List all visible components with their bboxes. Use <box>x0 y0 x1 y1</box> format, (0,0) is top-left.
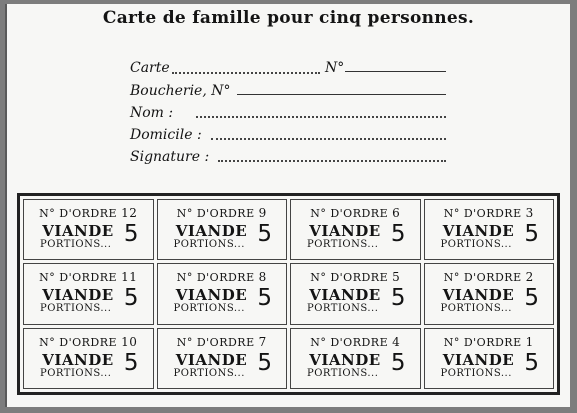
ordre-label: N° D'ORDRE <box>443 335 522 349</box>
meat-coupon[interactable] <box>424 199 555 260</box>
ordre-label: N° D'ORDRE <box>176 271 255 285</box>
card-title: Carte de famille pour cinq personnes. <box>102 8 475 28</box>
ordre-line <box>158 206 287 220</box>
portions-label: PORTIONS... <box>40 303 112 315</box>
ordre-label: N° D'ORDRE <box>310 335 389 349</box>
ordre-number: 6 <box>392 206 401 220</box>
portions-count: 5 <box>390 285 406 312</box>
ordre-line <box>24 270 153 284</box>
portions-label: PORTIONS... <box>40 239 112 250</box>
meat-coupon[interactable] <box>23 199 154 260</box>
ordre-label: N° D'ORDRE <box>39 271 118 285</box>
portions-count: 5 <box>524 349 539 376</box>
ordre-line <box>425 206 554 220</box>
nom-line[interactable] <box>196 116 446 118</box>
ordre-line <box>158 335 287 349</box>
domicile-label: Domicile : <box>130 127 202 143</box>
portions-label: PORTIONS... <box>440 239 512 250</box>
meat-coupon[interactable] <box>290 263 421 324</box>
coupon-item: VIANDE <box>442 350 515 369</box>
ordre-number: 8 <box>258 270 267 285</box>
portions-label: PORTIONS... <box>40 367 112 379</box>
ordre-label: N° D'ORDRE <box>39 207 118 220</box>
ordre-line <box>291 270 420 284</box>
ordre-label: N° D'ORDRE <box>310 271 389 285</box>
ordre-line <box>24 335 153 349</box>
ordre-number: 3 <box>525 206 534 220</box>
coupon-item: VIANDE <box>175 286 248 305</box>
carte-label: Carte <box>130 60 170 76</box>
meat-coupon[interactable] <box>157 199 288 260</box>
meat-coupon[interactable] <box>424 263 555 324</box>
portions-label: PORTIONS... <box>307 239 379 250</box>
ordre-line <box>24 206 153 220</box>
domicile-line[interactable] <box>211 138 446 140</box>
ordre-number: 11 <box>121 270 138 285</box>
portions-count: 5 <box>524 221 539 247</box>
ordre-number: 4 <box>392 334 401 349</box>
meat-coupon[interactable] <box>157 263 288 324</box>
coupon-item: VIANDE <box>442 222 515 240</box>
ordre-label: N° D'ORDRE <box>176 207 255 220</box>
ordre-line <box>291 206 420 220</box>
portions-count: 5 <box>257 285 272 312</box>
ordre-label: N° D'ORDRE <box>443 271 522 285</box>
portions-label: PORTIONS... <box>307 367 379 379</box>
coupon-item: VIANDE <box>42 222 114 240</box>
coupon-item: VIANDE <box>442 286 515 305</box>
meat-coupon[interactable] <box>23 328 154 389</box>
portions-label: PORTIONS... <box>307 303 379 315</box>
ordre-line <box>425 335 554 349</box>
portions-count: 5 <box>123 349 139 376</box>
ordre-number: 2 <box>525 270 534 285</box>
ordre-number: 10 <box>121 334 138 349</box>
coupon-item: VIANDE <box>175 350 248 369</box>
coupon-item: VIANDE <box>42 286 114 305</box>
ordre-line <box>291 335 420 349</box>
portions-label: PORTIONS... <box>173 367 245 379</box>
ordre-label: N° D'ORDRE <box>176 335 255 349</box>
meat-coupon[interactable] <box>23 263 154 324</box>
meat-coupon[interactable] <box>424 328 555 389</box>
portions-label: PORTIONS... <box>440 303 512 315</box>
signature-label: Signature : <box>130 149 210 165</box>
portions-count: 5 <box>390 221 406 247</box>
signature-line[interactable] <box>218 160 446 162</box>
ordre-label: N° D'ORDRE <box>39 335 118 349</box>
ordre-number: 12 <box>121 206 138 220</box>
boucherie-label: Boucherie, N° <box>130 83 231 99</box>
ordre-number: 5 <box>392 270 401 285</box>
ordre-number: 7 <box>258 334 267 349</box>
no-line[interactable] <box>345 71 446 72</box>
portions-label: PORTIONS... <box>440 367 512 379</box>
portions-count: 5 <box>123 285 139 312</box>
nom-label: Nom : <box>130 105 174 121</box>
portions-count: 5 <box>257 349 272 376</box>
meat-coupon[interactable] <box>157 328 288 389</box>
coupon-item: VIANDE <box>42 350 114 369</box>
coupon-grid <box>17 193 560 395</box>
carte-line[interactable] <box>172 72 320 74</box>
no-label: N° <box>325 60 345 76</box>
portions-label: PORTIONS... <box>173 239 245 250</box>
ordre-label: N° D'ORDRE <box>443 207 522 220</box>
coupon-item: VIANDE <box>309 286 381 305</box>
coupon-item: VIANDE <box>309 222 381 240</box>
ordre-line <box>425 270 554 284</box>
portions-count: 5 <box>123 221 139 247</box>
ordre-number: 1 <box>525 334 534 349</box>
ordre-label: N° D'ORDRE <box>310 207 389 220</box>
portions-count: 5 <box>524 285 539 312</box>
meat-coupon[interactable] <box>290 328 421 389</box>
portions-count: 5 <box>257 221 272 247</box>
meat-coupon[interactable] <box>290 199 421 260</box>
portions-label: PORTIONS... <box>173 303 245 315</box>
boucherie-line[interactable] <box>237 94 446 95</box>
ordre-line <box>158 270 287 284</box>
ordre-number: 9 <box>258 206 267 220</box>
coupon-item: VIANDE <box>175 222 248 240</box>
coupon-item: VIANDE <box>309 350 381 369</box>
portions-count: 5 <box>390 349 406 376</box>
